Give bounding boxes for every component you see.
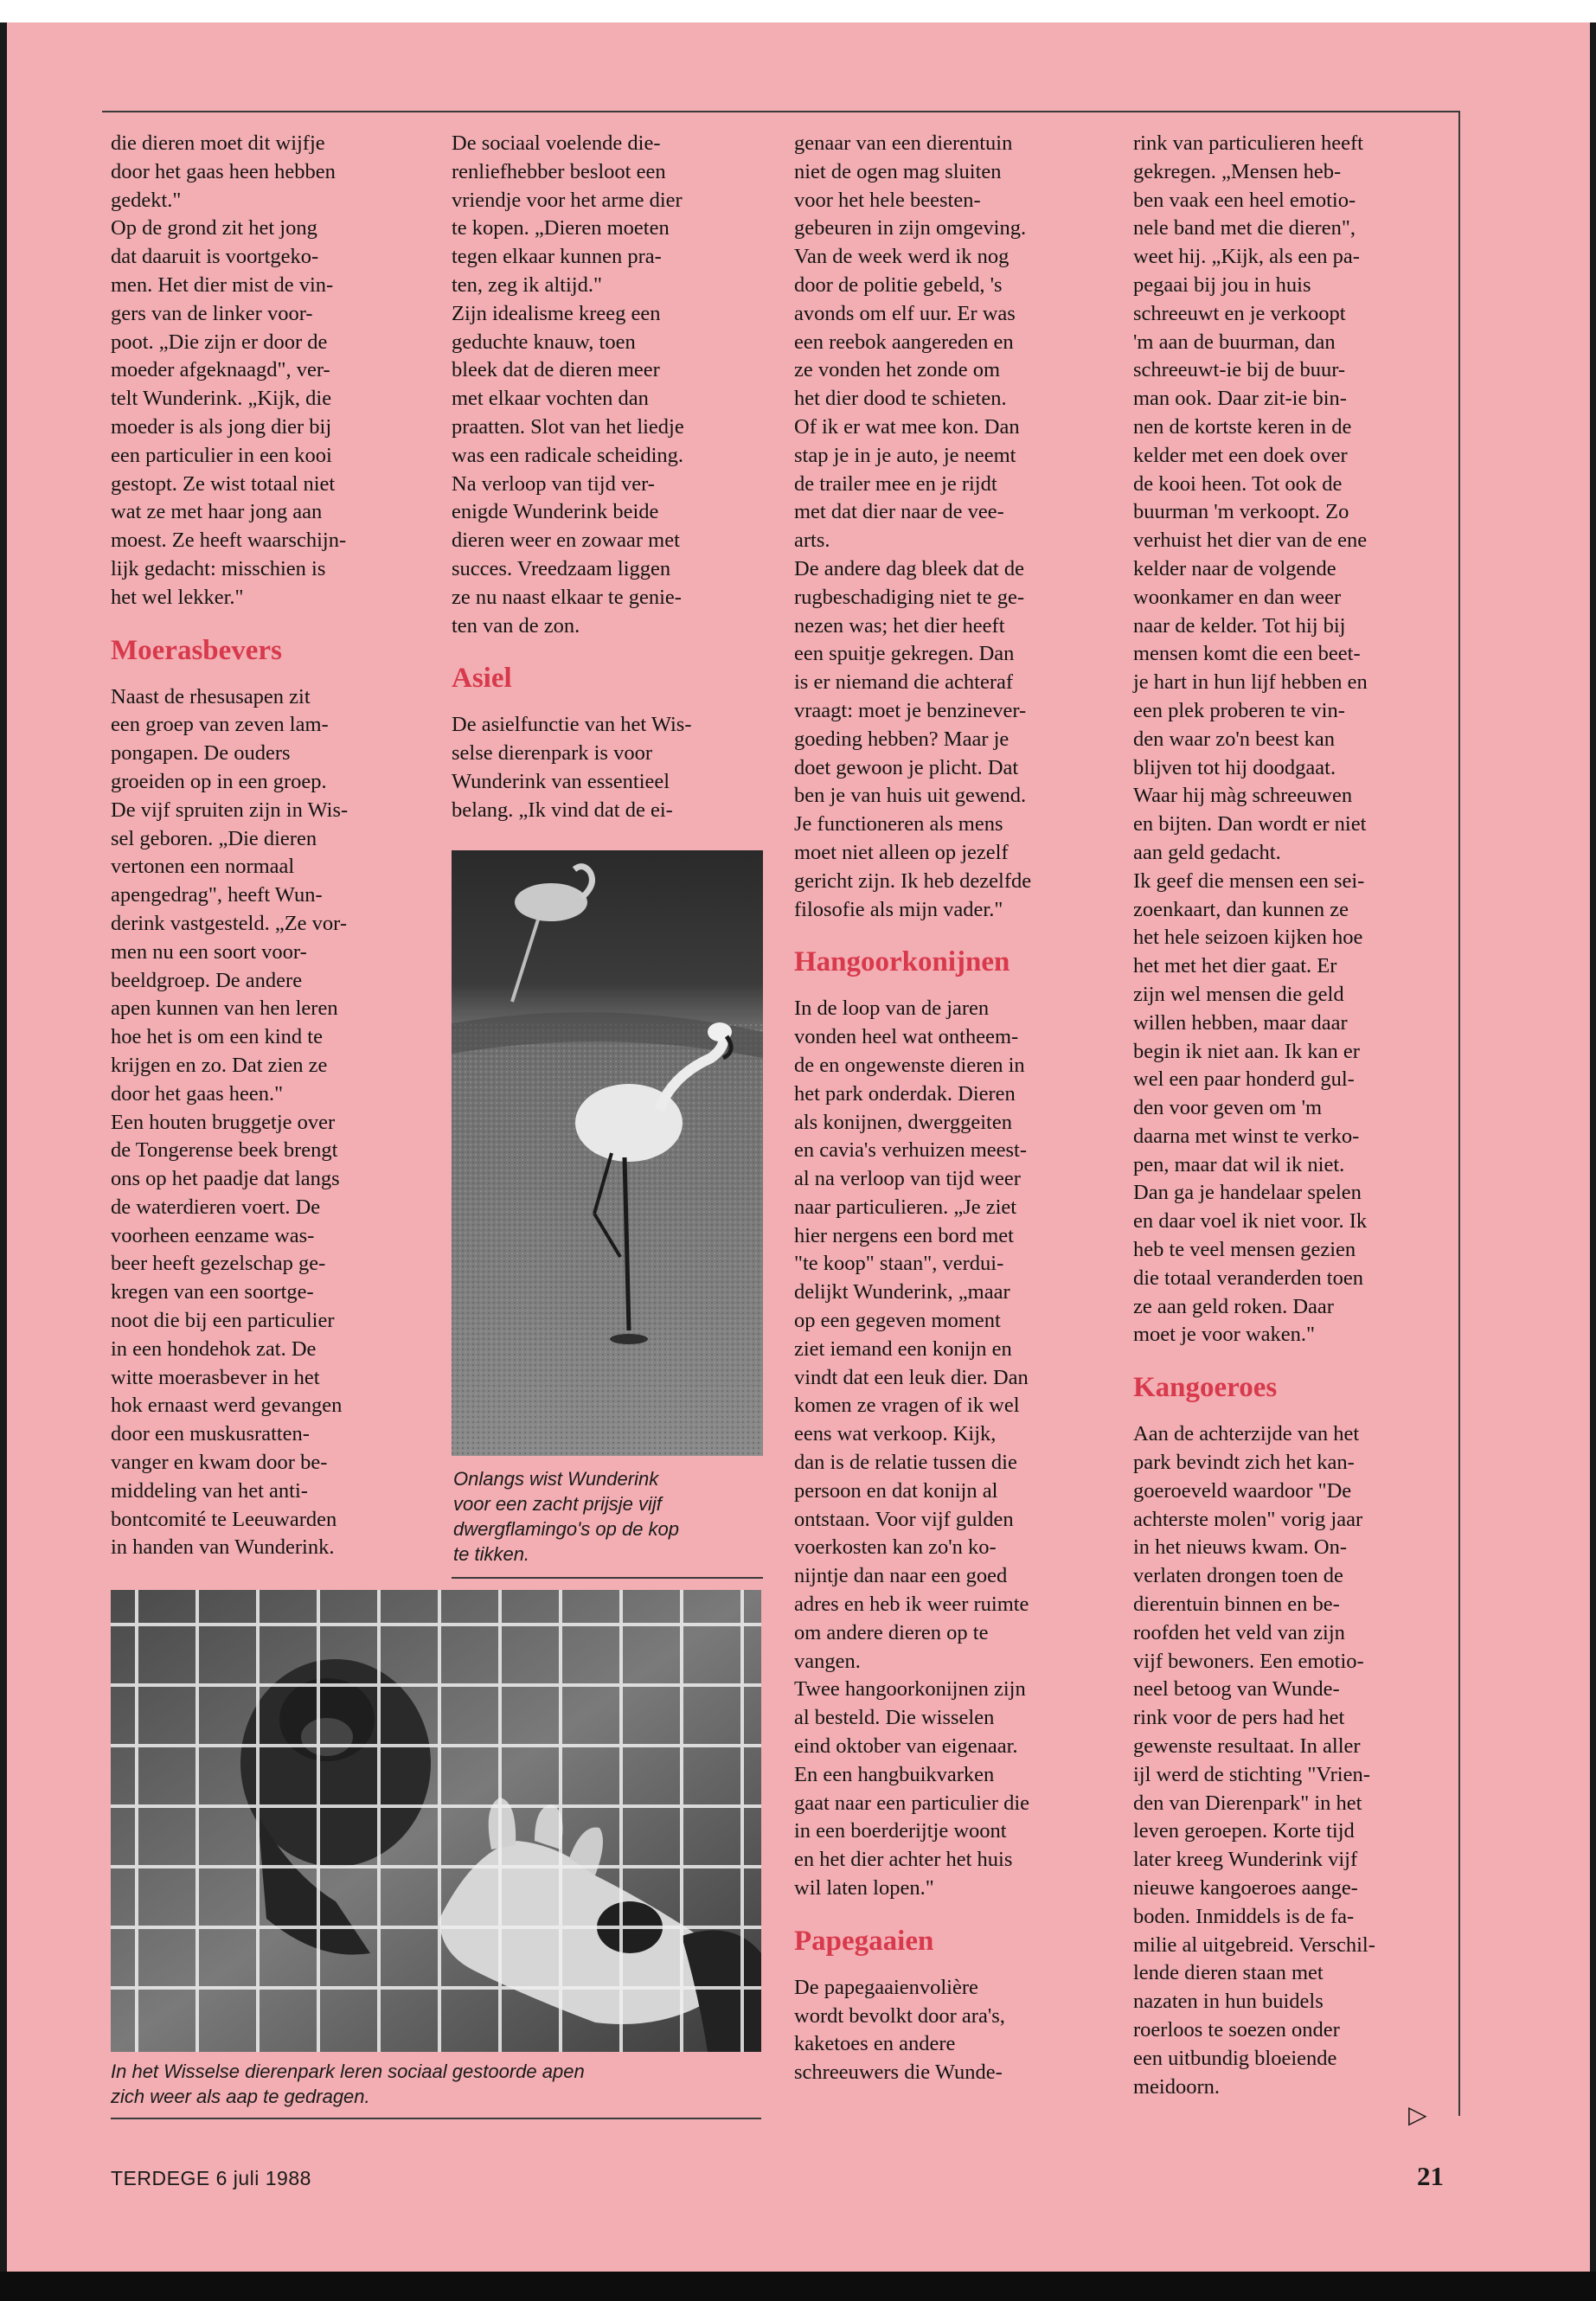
caption-rule-ape xyxy=(111,2118,761,2119)
continue-triangle-icon: ▷ xyxy=(1408,2101,1427,2128)
subheading-asiel: Asiel xyxy=(452,663,512,695)
subheading-kangoeroes: Kangoeroes xyxy=(1133,1372,1278,1404)
article-column-3 xyxy=(794,130,1106,2087)
scan-bottom-edge xyxy=(0,2272,1596,2301)
flamingo-photo xyxy=(452,850,763,1456)
page-frame-top-rule xyxy=(102,111,1458,112)
caption-rule-flamingo xyxy=(452,1577,763,1579)
flamingo-illustration xyxy=(452,850,763,1456)
page-number: 21 xyxy=(1417,2161,1444,2191)
page-frame-right-rule xyxy=(1458,111,1460,2116)
column-1-paragraph-1: die dieren moet dit wijfje door het gaas heen hebben gedekt." Op de grond zit het jong dat daaruit is voortgeko- men. Het dier mist de vin- gers van de linker voor- poot. „Die zijn er door de moeder afgeknaagd", ver- telt Wunderink. „Kijk, die moeder is als jong dier bij een particulier in een kooi gestopt. Ze wist totaal niet wat ze met haar jong aan moest. Ze heeft waarschijn- lijk gedacht: misschien is het wel lekker." xyxy=(111,131,347,609)
ape-photo xyxy=(111,1590,761,2052)
column-3-paragraph-2: In de loop van de jaren vonden heel wat ontheem- de en ongewenste dieren in het park onderdak. Dieren als konijnen, dwerggeiten en cavia's verhuizen meest- al na verloop van tijd weer naar particulieren. „Je ziet hier nergens een bord met "te koop" staan", verdui- delijkt Wunderink, „maar op een gegeven moment ziet iemand een konijn en vindt dat een leuk dier. Dan komen ze vragen of ik wel eens wat verkoop. Kijk, dan is de relatie tussen die persoon en dat konijn al ontstaan. Voor vijf gulden voerkosten kan zo'n ko- nijntje dan naar een goed adres en heb ik weer ruimte om andere dieren op te vangen. Twee hangoorkonijnen zijn al besteld. Die wisselen eind oktober van eigenaar. En een hangbuikvarken gaat naar een particulier die in een boerderijtje woont en het dier achter het huis wil laten lopen." xyxy=(794,997,1030,1900)
ape-cage-illustration xyxy=(111,1590,761,2052)
caption-ape: In het Wisselse dierenpark leren sociaal gestoorde apen zich weer als aap te gedragen. xyxy=(111,2061,585,2107)
column-3-paragraph-3: De papegaaienvolière wordt bevolkt door ara's, kaketoes en andere schreeuwers die Wunde- xyxy=(794,1975,1005,2085)
column-3-paragraph-1: genaar van een dierentuin niet de ogen mag sluiten voor het hele beesten- gebeuren in zijn omgeving. Van de week werd ik nog door de politie gebeld, 's avonds om elf uur. Er was een reebok aangereden en ze vonden het zonde om het dier dood te schieten. Of ik er wat mee kon. Dan stap je in je auto, je neemt de trailer mee en je rijdt met dat dier naar de vee- arts. De andere dag bleek dat de rugbeschadiging niet te ge- nezen was; het dier heeft een spuitje gekregen. Dan is er niemand die achteraf vraagt: moet je benzinever- goeding hebben? Maar je doet gewoon je plicht. Dat ben je van huis uit gewend. Je functioneren als mens moet niet alleen op jezelf gericht zijn. Ik heb dezelfde filosofie als mijn vader." xyxy=(794,131,1032,921)
article-column-2 xyxy=(452,130,765,825)
column-2-paragraph-2: De asielfunctie van het Wis- selse dierenpark is voor Wunderink van essentieel belang. „Ik vind dat de ei- xyxy=(452,713,692,822)
column-4-paragraph-2: Aan de achterzijde van het park bevindt zich het kan- goeroeveld waardoor "De achterste molen" vorig jaar in het nieuws kwam. On- verlaten drongen toen de dierentuin binnen en be- roofden het veld van zijn vijf bewoners. Een emotio- neel betoog van Wunde- rink voor de pers had het gewenste resultaat. In aller ijl werd de stichting "Vrien- den van Dierenpark" in het leven geroepen. Korte tijd later kreeg Wunderink vijf nieuwe kangoeroes aange- boden. Inmiddels is de fa- milie al uitgebreid. Verschil- lende dieren staan met nazaten in hun buidels roerloos te soezen onder een uitbundig bloeiende meidoorn. xyxy=(1133,1422,1375,2099)
publication-folio: TERDEGE 6 juli 1988 xyxy=(111,2167,311,2189)
column-1-paragraph-2: Naast de rhesusapen zit een groep van zeven lam- pongapen. De ouders groeiden op in een groep. De vijf spruiten zijn in Wis- sel geboren. „Die dieren vertonen een normaal apengedrag", heeft Wun- derink vastgesteld. „Ze vor- men nu een soort voor- beeldgroep. De andere apen kunnen van hen leren hoe het is om een kind te krijgen en zo. Dat zien ze door het gaas heen." Een houten bruggetje over de Tongerense beek brengt ons op het paadje dat langs de waterdieren voert. De voorheen eenzame was- beer heeft gezelschap ge- kregen van een soortge- noot die bij een particulier in een hondehok zat. De witte moerasbever in het hok ernaast werd gevangen door een muskusratten- vanger en kwam door be- middeling van het anti- bontcomité te Leeuwarden in handen van Wunderink. xyxy=(111,684,349,1560)
subheading-moerasbevers: Moerasbevers xyxy=(111,634,282,666)
subheading-papegaaien: Papegaaien xyxy=(794,1925,934,1957)
scan-top-edge xyxy=(0,0,1596,22)
article-column-1 xyxy=(111,130,422,1562)
article-column-4 xyxy=(1133,130,1452,2101)
column-2-paragraph-1: De sociaal voelende die- renliefhebber besloot een vriendje voor het arme dier te kopen. „Dieren moeten tegen elkaar kunnen pra- ten, zeg ik altijd." Zijn idealisme kreeg een geduchte knauw, toen bleek dat de dieren meer met elkaar vochten dan praatten. Slot van het liedje was een radicale scheiding. Na verloop van tijd ver- enigde Wunderink beide dieren weer en zowaar met succes. Vreedzaam liggen ze nu naast elkaar te genie- ten van de zon. xyxy=(452,131,684,638)
subheading-hangoorkonijnen: Hangoorkonijnen xyxy=(794,946,1010,978)
column-4-paragraph-1: rink van particulieren heeft gekregen. „Mensen heb- ben vaak een heel emotio- nele band met die dieren", weet hij. „Kijk, als een pa- pegaai bij jou in huis schreeuwt en je verkoopt 'm aan de buurman, dan schreeuwt-ie bij de buur- man ook. Daar zit-ie bin- nen de kortste keren in de kelder met een doek over de kooi heen. Tot ook de buurman 'm verkoopt. Zo verhuist het dier van de ene kelder naar de volgende woonkamer en dan weer naar de kelder. Tot hij bij mensen komt die een beet- je hart in hun lijf hebben en een plek proberen te vin- den waar zo'n beest kan blijven tot hij doodgaat. Waar hij màg schreeuwen en bijten. Dan wordt er niet aan geld gedacht. Ik geef die mensen een sei- zoenkaart, dan kunnen ze het hele seizoen kijken hoe het met het dier gaat. Er zijn wel mensen die geld willen hebben, maar daar begin ik niet aan. Ik kan er wel een paar honderd gul- den voor geven om 'm daarna met winst te verko- pen, maar dat wil ik niet. Dan ga je handelaar spelen en daar voel ik niet voor. Ik heb te veel mensen gezien die totaal veranderden toen ze aan geld roken. Daar moet je voor waken." xyxy=(1133,131,1368,1347)
caption-flamingo: Onlangs wist Wunderink voor een zacht prijsje vijf dwergflamingo's op de kop te tikken. xyxy=(453,1468,680,1565)
